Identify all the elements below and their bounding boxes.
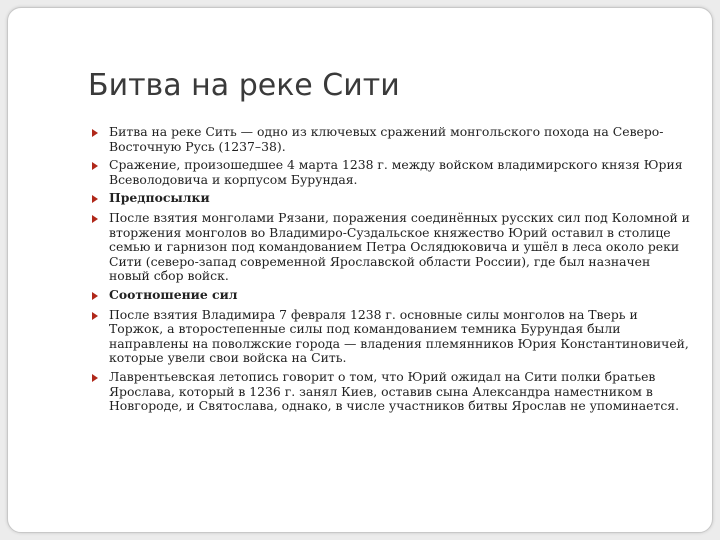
bullet-arrow-icon: [92, 374, 98, 382]
bullet-heading: [91, 191, 691, 206]
bullet-heading-text: Предпосылки: [109, 190, 210, 206]
bullet-arrow-icon: [92, 215, 98, 223]
bullet-arrow-icon: [92, 195, 98, 203]
bullet-arrow-icon: [92, 162, 98, 170]
bullet-arrow-icon: [92, 292, 98, 300]
bullet-text: После взятия монголами Рязани, поражения соединённых русских сил под Коломной и вторжения монголов во Владимиро-Суздальское княжество Юрий оставил в столице семью и гарнизон под командованием Петра Ослядюковича и ушёл в леса около реки Сити (северо-запад современной Ярославской области России), где был назначен новый сбор войск.: [109, 209, 690, 284]
bullet-item: [91, 308, 691, 366]
bullet-text: Сражение, произошедшее 4 марта 1238 г. между войском владимирского князя Юрия Всеволодовича и корпусом Бурундая.: [109, 157, 683, 187]
bullet-item: [91, 211, 691, 284]
bullet-list: [91, 125, 691, 418]
bullet-item: [91, 158, 691, 187]
bullet-arrow-icon: [92, 312, 98, 320]
bullet-text: Лаврентьевская летопись говорит о том, что Юрий ожидал на Сити полки братьев Ярослава, который в 1236 г. занял Киев, оставив сына Александра наместником в Новгороде, и Святослава, однако, в числе участников битвы Ярослав не упоминается.: [109, 368, 680, 414]
bullet-item: [91, 370, 691, 414]
bullet-heading: [91, 288, 691, 303]
slide-title: Битва на реке Сити: [88, 68, 400, 103]
bullet-item: [91, 125, 691, 154]
bullet-arrow-icon: [92, 129, 98, 137]
bullet-text: После взятия Владимира 7 февраля 1238 г. основные силы монголов на Тверь и Торжок, а второстепенные силы под командованием темника Бурундая были направлены на поволжские города — владения племянников Юрия Константиновичей, которые увели свои войска на Сить.: [109, 306, 689, 366]
bullet-heading-text: Соотношение сил: [109, 286, 238, 302]
slide: [7, 7, 713, 533]
bullet-text: Битва на реке Сить — одно из ключевых сражений монгольского похода на Северо-Восточную Русь (1237–38).: [109, 124, 664, 154]
